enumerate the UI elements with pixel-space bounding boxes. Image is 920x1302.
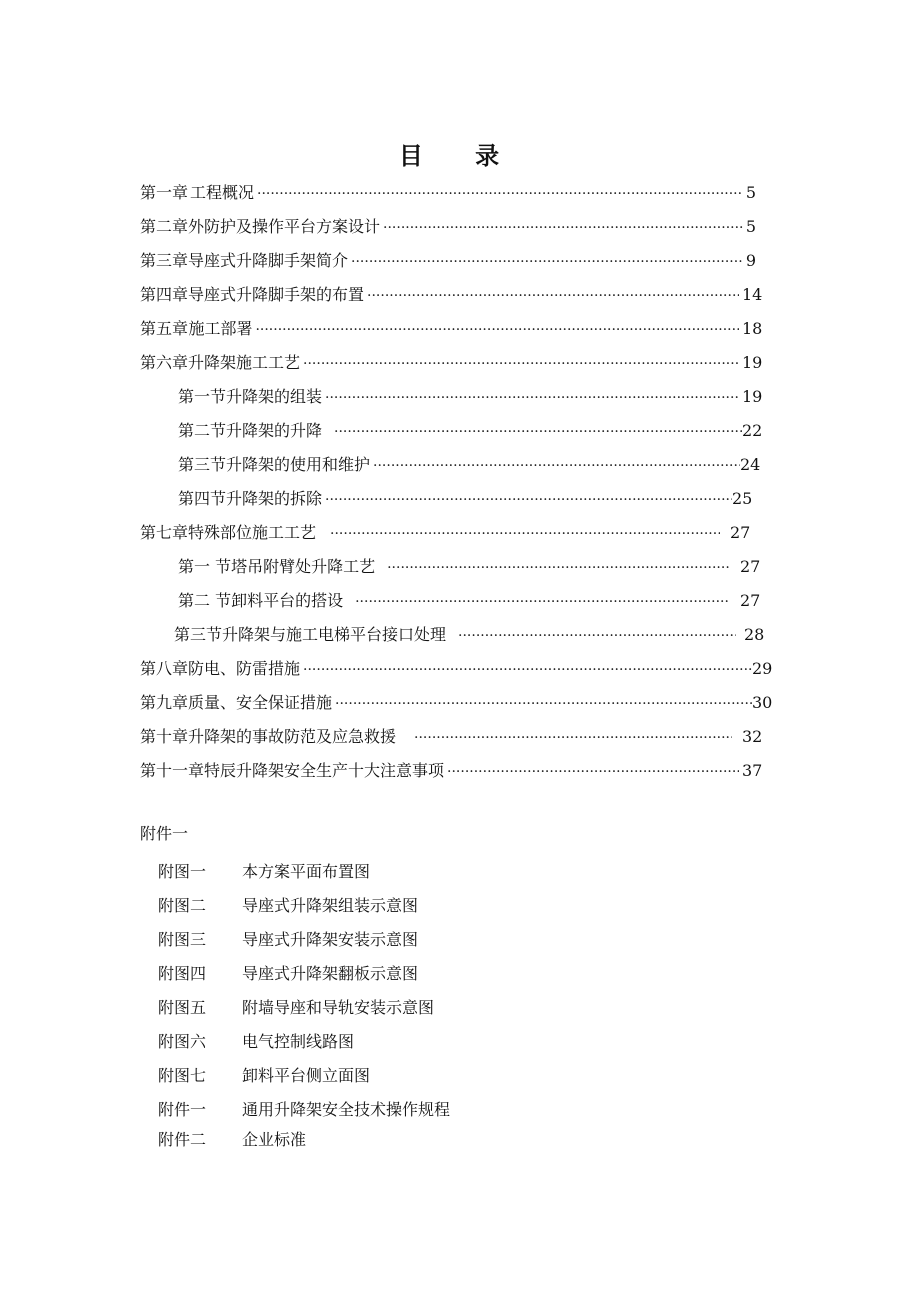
dot-leader bbox=[367, 283, 739, 309]
toc-entry-ch6[interactable] bbox=[140, 350, 762, 376]
toc-chapter-title: 外防护及操作平台方案设计 bbox=[188, 217, 381, 236]
dot-leader bbox=[325, 385, 739, 411]
toc-page-number: 28 bbox=[744, 625, 765, 644]
toc-chapter-title: 工程概况 bbox=[189, 183, 254, 202]
toc-section-number: 第二 节 bbox=[178, 591, 232, 610]
appendix-item-number: 附件一 bbox=[158, 1100, 207, 1119]
appendix-item[interactable] bbox=[158, 995, 434, 1021]
appendix-item-title: 本方案平面布置图 bbox=[242, 862, 371, 881]
appendix-item-title: 电气控制线路图 bbox=[242, 1032, 355, 1051]
toc-page-number: 29 bbox=[752, 659, 773, 678]
toc-chapter-number: 第二章 bbox=[140, 217, 189, 236]
appendix-heading: 附件一 bbox=[140, 824, 189, 843]
toc-chapter-number: 第十章 bbox=[140, 727, 189, 746]
dot-leader bbox=[458, 623, 736, 649]
toc-section-title: 升降架的组装 bbox=[226, 387, 323, 406]
toc-page-number: 14 bbox=[742, 285, 763, 304]
toc-page-number: 37 bbox=[742, 761, 763, 780]
toc-section-number: 第一节 bbox=[178, 387, 227, 406]
dot-leader bbox=[351, 249, 743, 275]
toc-entry-ch8[interactable] bbox=[140, 656, 773, 682]
dot-leader bbox=[257, 181, 743, 207]
appendix-item-title: 卸料平台侧立面图 bbox=[242, 1066, 371, 1085]
toc-chapter-number: 第四章 bbox=[140, 285, 189, 304]
toc-section-number: 第二节 bbox=[178, 421, 227, 440]
toc-page-number: 30 bbox=[752, 693, 773, 712]
appendix-item-number: 附图四 bbox=[158, 964, 207, 983]
toc-chapter-number: 第十一章 bbox=[140, 761, 205, 780]
toc-section-title: 卸料平台的搭设 bbox=[231, 591, 344, 610]
toc-section-number: 第四节 bbox=[178, 489, 227, 508]
toc-chapter-number: 第七章 bbox=[140, 523, 189, 542]
toc-section-number: 第一 节 bbox=[178, 557, 232, 576]
toc-entry-ch7[interactable] bbox=[140, 520, 750, 546]
toc-page-number: 27 bbox=[740, 591, 761, 610]
appendix-item-number: 附图二 bbox=[158, 896, 207, 915]
appendix-item[interactable] bbox=[158, 1127, 306, 1153]
appendix-item-title: 通用升降架安全技术操作规程 bbox=[242, 1100, 451, 1119]
toc-chapter-title: 升降架的事故防范及应急救援 bbox=[188, 727, 397, 746]
appendix-item[interactable] bbox=[158, 859, 370, 885]
appendix-item-number: 附图三 bbox=[158, 930, 207, 949]
toc-chapter-title: 施工部署 bbox=[188, 319, 253, 338]
appendix-item[interactable] bbox=[158, 1029, 354, 1055]
dot-leader bbox=[303, 657, 752, 683]
toc-chapter-title: 特辰升降架安全生产十大注意事项 bbox=[204, 761, 445, 780]
toc-page-number: 25 bbox=[732, 489, 753, 508]
toc-entry-sec6-4[interactable] bbox=[178, 486, 753, 512]
dot-leader bbox=[373, 453, 740, 479]
appendix-item-title: 导座式升降架安装示意图 bbox=[242, 930, 419, 949]
toc-section-title: 升降架的使用和维护 bbox=[226, 455, 371, 474]
toc-entry-ch9[interactable] bbox=[140, 690, 773, 716]
appendix-item-number: 附件二 bbox=[158, 1130, 207, 1149]
dot-leader bbox=[383, 215, 743, 241]
appendix-item-number: 附图六 bbox=[158, 1032, 207, 1051]
toc-section-number: 第三节 bbox=[174, 625, 223, 644]
toc-chapter-title-text: 特殊部位施工工艺 bbox=[188, 523, 317, 542]
toc-page-number: 22 bbox=[742, 421, 763, 440]
toc-section-title: 塔吊附臂处升降工艺 bbox=[231, 557, 376, 576]
toc-page-number: 18 bbox=[742, 319, 763, 338]
appendix-item[interactable] bbox=[158, 961, 418, 987]
appendix-item-title: 导座式升降架翻板示意图 bbox=[242, 964, 419, 983]
toc-section-number: 第三节 bbox=[178, 455, 227, 474]
toc-entry-ch3[interactable] bbox=[140, 248, 756, 274]
toc-page-number: 19 bbox=[742, 387, 763, 406]
dot-leader bbox=[325, 487, 732, 513]
toc-entry-sec7-1[interactable] bbox=[178, 554, 760, 580]
toc-entry-sec6-1[interactable] bbox=[178, 384, 762, 410]
toc-chapter-number: 第一章 bbox=[140, 183, 189, 202]
toc-page-number: 19 bbox=[742, 353, 763, 372]
toc-page-number: 27 bbox=[730, 523, 751, 542]
toc-chapter-title: 导座式升降脚手架简介 bbox=[188, 251, 349, 270]
dot-leader bbox=[414, 725, 732, 751]
toc-chapter-number: 第五章 bbox=[140, 319, 189, 338]
dot-leader bbox=[303, 351, 739, 377]
toc-section-title: 升降架的拆除 bbox=[226, 489, 323, 508]
toc-chapter-title: 导座式升降脚手架的布置 bbox=[188, 285, 365, 304]
toc-page-number: 24 bbox=[740, 455, 761, 474]
dot-leader bbox=[335, 691, 752, 717]
toc-page-number: 27 bbox=[740, 557, 761, 576]
toc-section-title: 升降架与施工电梯平台接口处理 bbox=[222, 625, 447, 644]
dot-leader bbox=[355, 589, 730, 615]
toc-chapter-title bbox=[140, 520, 316, 546]
page-title: 目 录 bbox=[398, 141, 522, 170]
appendix-item-number: 附图一 bbox=[158, 862, 207, 881]
dot-leader bbox=[387, 555, 730, 581]
toc-page-number: 5 bbox=[745, 183, 756, 202]
appendix-item-title: 附墙导座和导轨安装示意图 bbox=[242, 998, 435, 1017]
appendix-item-title: 企业标准 bbox=[242, 1130, 307, 1149]
toc-entry-ch2[interactable] bbox=[140, 214, 756, 240]
toc-entry-ch11[interactable] bbox=[140, 758, 762, 784]
dot-leader bbox=[334, 419, 742, 445]
toc-page-number: 32 bbox=[742, 727, 763, 746]
toc-entry-sec6-3[interactable] bbox=[178, 452, 761, 478]
appendix-item[interactable] bbox=[158, 1063, 370, 1089]
appendix-item-number: 附图五 bbox=[158, 998, 207, 1017]
toc-chapter-number: 第三章 bbox=[140, 251, 189, 270]
toc-entry-sec6-2[interactable] bbox=[178, 418, 763, 444]
toc-entry-ch4[interactable] bbox=[140, 282, 762, 308]
toc-entry-sec7-3[interactable] bbox=[174, 622, 764, 648]
toc-chapter-title: 防电、防雷措施 bbox=[188, 659, 301, 678]
appendix-item-title: 导座式升降架组装示意图 bbox=[242, 896, 419, 915]
toc-entry-ch1[interactable] bbox=[140, 180, 756, 206]
toc-section-title: 升降架的升降 bbox=[226, 421, 323, 440]
toc-entry-sec7-2[interactable] bbox=[178, 588, 760, 614]
toc-entry-ch5[interactable] bbox=[140, 316, 762, 342]
toc-chapter-number: 第九章 bbox=[140, 693, 189, 712]
appendix-item[interactable] bbox=[158, 1097, 450, 1123]
dot-leader bbox=[330, 521, 720, 547]
appendix-item-number: 附图七 bbox=[158, 1066, 207, 1085]
toc-page-number: 9 bbox=[745, 251, 756, 270]
toc-entry-ch10[interactable] bbox=[140, 724, 762, 750]
toc-chapter-title: 升降架施工工艺 bbox=[188, 353, 301, 372]
toc-chapter-title: 质量、安全保证措施 bbox=[188, 693, 333, 712]
appendix-item[interactable] bbox=[158, 927, 418, 953]
appendix-item[interactable] bbox=[158, 893, 418, 919]
toc-page-number: 5 bbox=[745, 217, 756, 236]
toc-chapter-number: 第六章 bbox=[140, 353, 189, 372]
dot-leader bbox=[447, 759, 739, 785]
toc-chapter-number: 第八章 bbox=[140, 659, 189, 678]
dot-leader bbox=[255, 317, 739, 343]
